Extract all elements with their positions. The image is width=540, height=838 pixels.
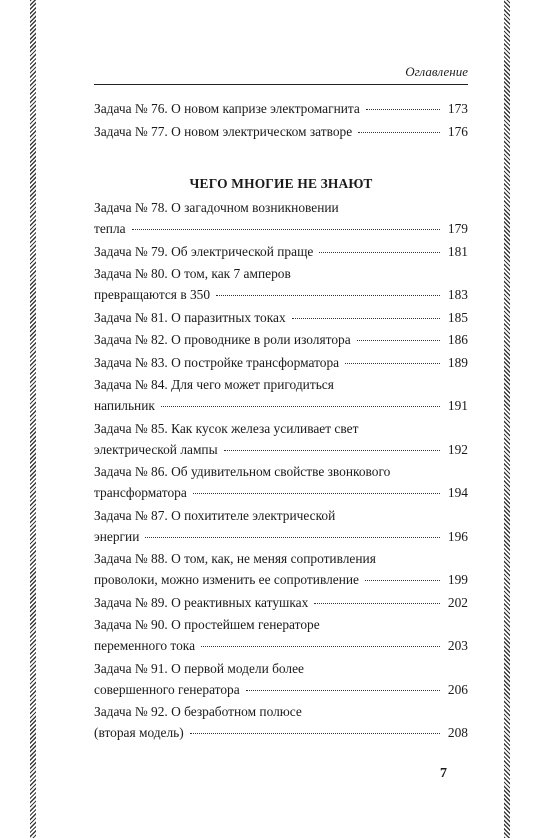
- toc-page-number: 176: [447, 123, 468, 139]
- toc-entry-title-line: Задача № 92. О безработном полюсе: [94, 704, 302, 719]
- toc-page-number: 199: [447, 572, 468, 587]
- toc-entry-title-text: Задача № 79. Об электрической праще: [94, 243, 314, 259]
- toc-page-number: 196: [447, 528, 468, 544]
- toc-entry-last-line: [94, 482, 468, 503]
- toc-entry-last-line: [94, 569, 468, 590]
- page-edge-right: [504, 0, 510, 838]
- toc-entry-last-line: [94, 284, 468, 305]
- toc-entry-title-text: (вторая модель): [94, 725, 184, 740]
- toc-entry-last-line: [94, 307, 468, 328]
- toc-entry-last-line: [94, 592, 468, 613]
- toc-entry-title-line: Задача № 84. Для чего может пригодиться: [94, 377, 334, 392]
- toc-entry: [94, 658, 468, 700]
- dot-leader: [216, 295, 440, 296]
- dot-leader: [224, 450, 440, 451]
- toc-entry-last-line: [94, 329, 468, 350]
- toc-entry-last-line: [94, 722, 468, 743]
- dot-leader: [314, 603, 440, 604]
- toc-entry-title-text: Задача № 89. О реактивных катушках: [94, 594, 309, 610]
- toc-entry: [94, 548, 468, 590]
- toc-entry: [94, 121, 468, 142]
- toc-page-number: 185: [447, 309, 468, 325]
- toc-list-top: [94, 98, 468, 143]
- toc-entry-title-text: тепла: [94, 221, 126, 236]
- toc-entry-title-line: Задача № 85. Как кусок железа усиливает свет: [94, 420, 359, 436]
- dot-leader: [190, 733, 440, 734]
- toc-entry: [94, 592, 468, 613]
- toc-entry: [94, 418, 468, 460]
- toc-entry-title-line: Задача № 91. О первой модели более: [94, 660, 305, 676]
- toc-page-number: 203: [447, 638, 468, 653]
- toc-entry-title-line: Задача № 86. Об удивительном свойстве звонкового: [94, 464, 391, 479]
- toc-entry-title-text: электрической лампы: [94, 441, 218, 457]
- toc-entry: [94, 263, 468, 305]
- toc-entry-last-line: [94, 635, 468, 656]
- toc-page-number: 179: [447, 221, 468, 236]
- toc-list-main: [94, 197, 468, 745]
- toc-entry-title-line: Задача № 80. О том, как 7 амперов: [94, 266, 291, 281]
- toc-entry-title-text: напильник: [94, 398, 155, 413]
- toc-page-number: 173: [447, 101, 468, 116]
- toc-entry-title-text: трансформатора: [94, 485, 187, 500]
- toc-entry-last-line: [94, 241, 468, 262]
- toc-entry: [94, 98, 468, 119]
- toc-entry-last-line: [94, 218, 468, 239]
- dot-leader: [201, 646, 440, 647]
- toc-entry-last-line: [94, 98, 468, 119]
- dot-leader: [145, 537, 440, 538]
- toc-entry-title-text: проволоки, можно изменить ее сопротивление: [94, 572, 359, 587]
- toc-entry-title-text: Задача № 82. О проводнике в роли изолятора: [94, 332, 351, 347]
- toc-entry-title-text: Задача № 77. О новом электрическом затворе: [94, 123, 353, 139]
- toc-entry-title-line: Задача № 88. О том, как, не меняя сопротивления: [94, 551, 376, 566]
- toc-entry: [94, 307, 468, 328]
- toc-entry: [94, 352, 468, 373]
- dot-leader: [246, 690, 440, 691]
- dot-leader: [357, 340, 440, 341]
- toc-entry-title-text: превращаются в 350: [94, 287, 211, 302]
- toc-entry: [94, 701, 468, 743]
- toc-entry-last-line: [94, 395, 468, 416]
- header-rule: [94, 84, 468, 85]
- toc-page-number: 206: [447, 681, 468, 697]
- toc-entry-title-text: энергии: [94, 528, 140, 544]
- dot-leader: [358, 132, 440, 133]
- toc-entry-title-text: Задача № 83. О постройке трансформатора: [94, 354, 340, 370]
- toc-entry-last-line: [94, 352, 468, 373]
- book-page: [36, 0, 504, 838]
- toc-page-number: 189: [447, 354, 468, 370]
- toc-page-number: 183: [447, 287, 468, 302]
- dot-leader: [292, 318, 440, 319]
- toc-page-number: 194: [447, 485, 468, 500]
- toc-entry-last-line: [94, 439, 468, 460]
- toc-page-number: 202: [447, 594, 468, 610]
- dot-leader: [366, 109, 440, 110]
- dot-leader: [365, 580, 440, 581]
- toc-entry: [94, 197, 468, 239]
- dot-leader: [345, 363, 440, 364]
- toc-entry-title-text: Задача № 76. О новом капризе электромагнита: [94, 101, 360, 116]
- toc-page-number: 208: [447, 725, 468, 740]
- running-head: Оглавление: [405, 64, 468, 79]
- toc-entry-title-line: Задача № 90. О простейшем генераторе: [94, 617, 320, 632]
- toc-entry: [94, 329, 468, 350]
- toc-entry-title-text: совершенного генератора: [94, 681, 240, 697]
- toc-page-number: 191: [447, 398, 468, 413]
- dot-leader: [132, 229, 440, 230]
- toc-entry-title-line: Задача № 78. О загадочном возникновении: [94, 200, 339, 215]
- toc-entry-last-line: [94, 679, 468, 700]
- toc-entry-title-text: переменного тока: [94, 638, 196, 653]
- toc-entry: [94, 241, 468, 262]
- dot-leader: [161, 406, 440, 407]
- dot-leader: [193, 493, 440, 494]
- toc-entry-title-line: Задача № 87. О похитителе электрической: [94, 507, 336, 523]
- toc-page-number: 186: [447, 332, 468, 347]
- toc-entry-title-text: Задача № 81. О паразитных токах: [94, 309, 286, 325]
- toc-entry-last-line: [94, 526, 468, 547]
- toc-entry: [94, 614, 468, 656]
- toc-entry: [94, 461, 468, 503]
- toc-entry-last-line: [94, 121, 468, 142]
- toc-entry: [94, 374, 468, 416]
- page-number: 7: [440, 766, 447, 781]
- toc-entry: [94, 505, 468, 547]
- toc-page-number: 181: [447, 243, 468, 259]
- section-title: ЧЕГО МНОГИЕ НЕ ЗНАЮТ: [189, 176, 373, 191]
- toc-page-number: 192: [447, 441, 468, 457]
- dot-leader: [319, 252, 440, 253]
